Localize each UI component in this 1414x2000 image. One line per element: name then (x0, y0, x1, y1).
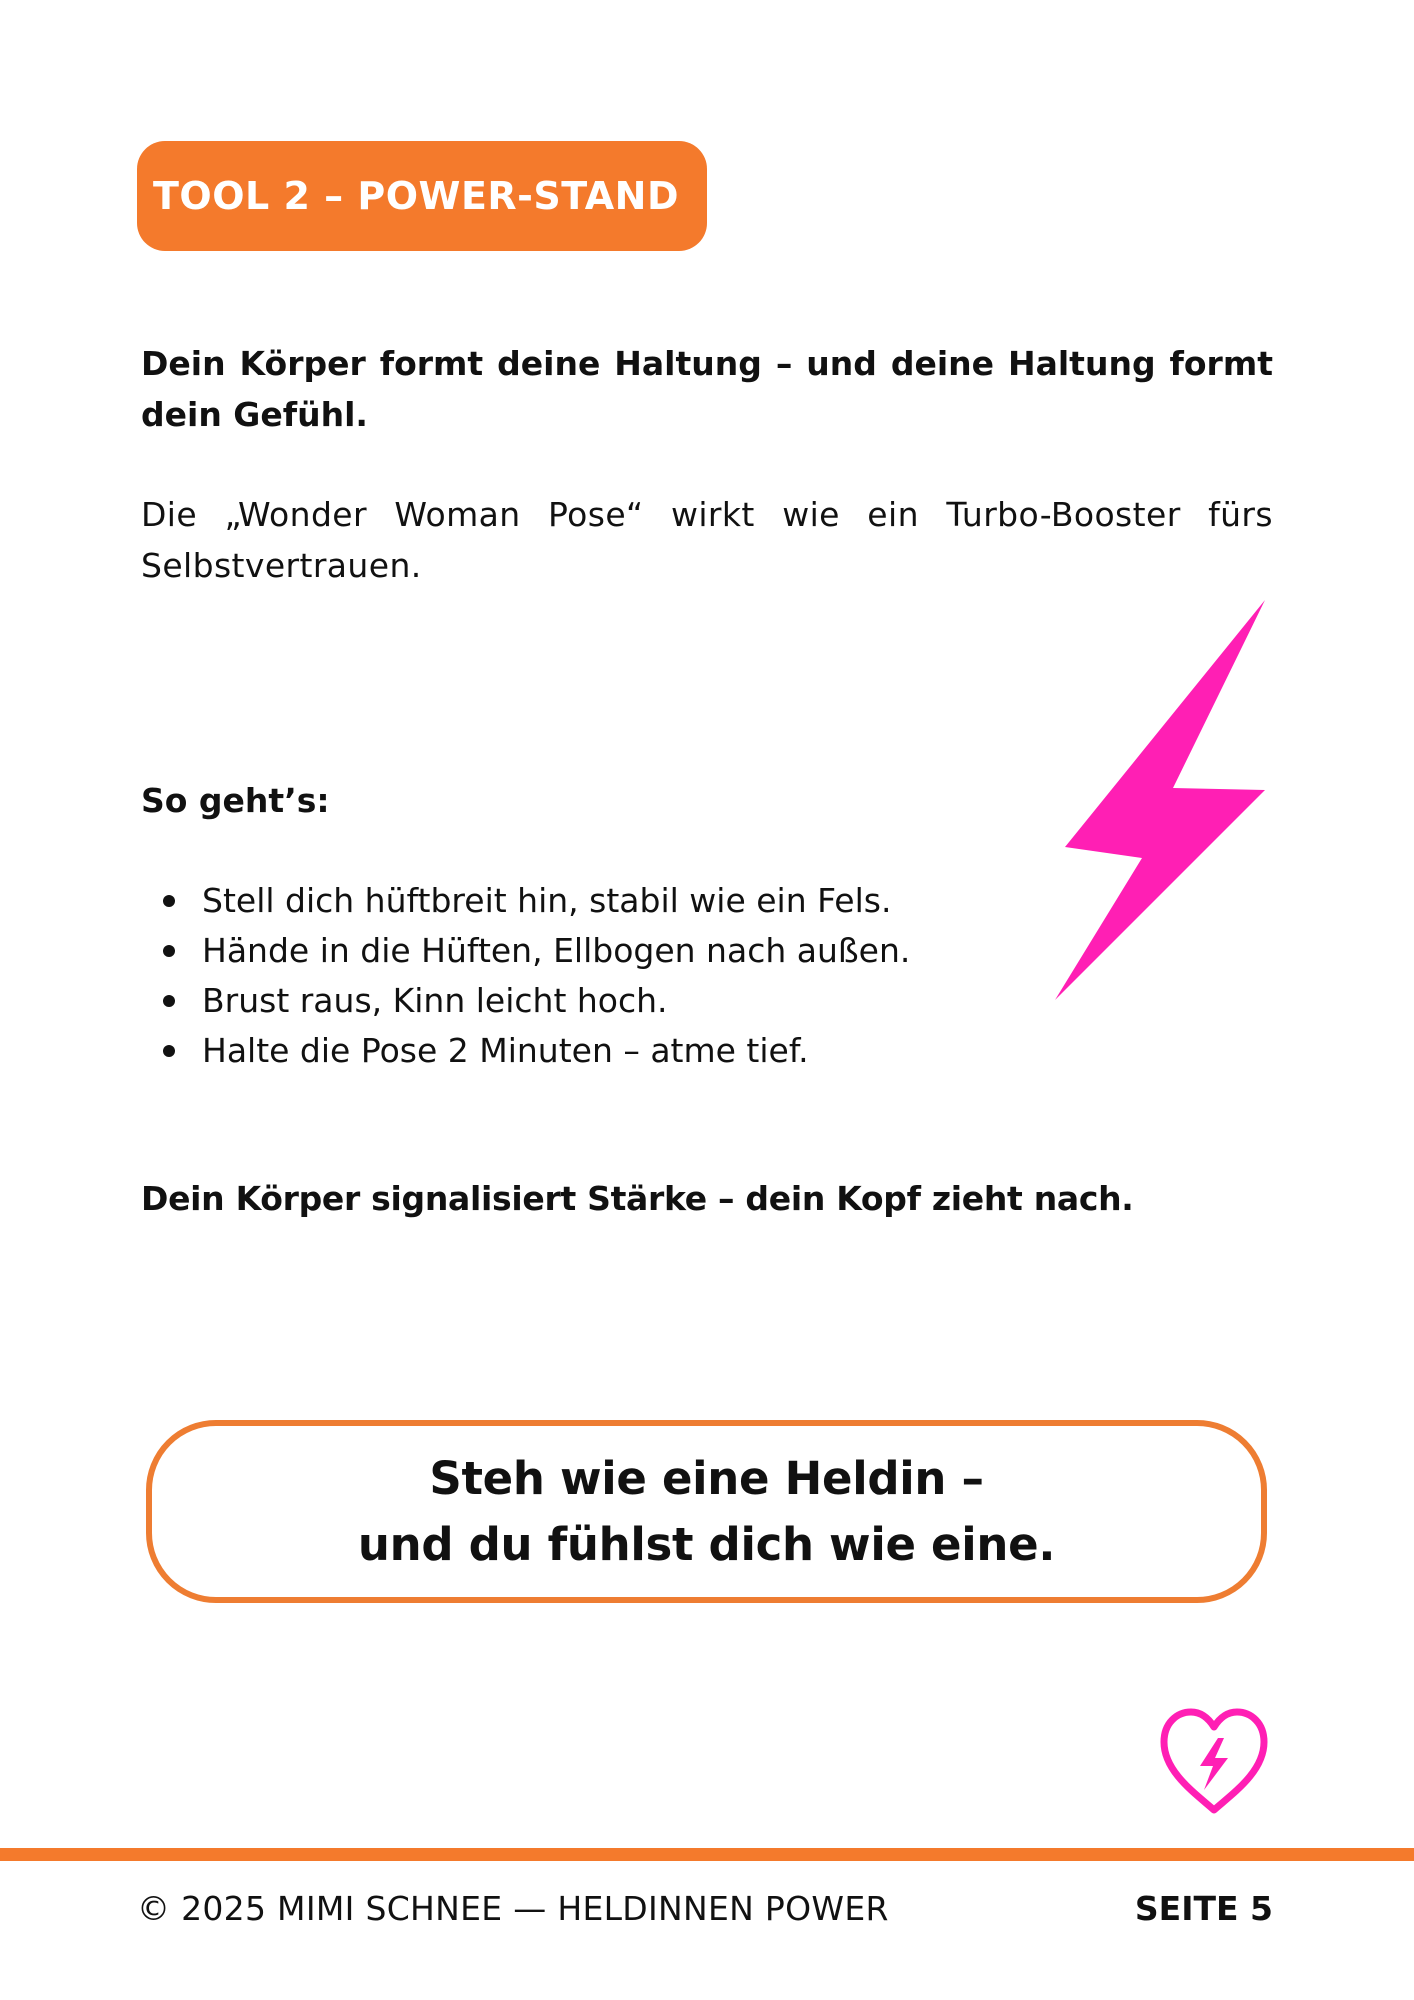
lightning-bolt-icon (1055, 600, 1275, 1000)
closing-statement: Dein Körper signalisiert Stärke – dein Kopf zieht nach. (141, 1179, 1134, 1218)
lead-statement: Dein Körper formt deine Haltung – und deine Haltung formt dein Gefühl. (141, 344, 1273, 434)
quote-line-2: und du fühlst dich wie eine. (357, 1517, 1056, 1571)
intro-paragraph: Die „Wonder Woman Pose“ wirkt wie ein Turbo-Booster fürs Selbstvertrauen. (141, 495, 1273, 585)
footer-copyright: © 2025 MIMI SCHNEE — HELDINNEN POWER (137, 1889, 889, 1928)
step-text: Hände in die Hüften, Ellbogen nach außen. (202, 931, 911, 970)
quote-box (146, 1420, 1267, 1603)
list-item (141, 876, 910, 926)
quote-line-1: Steh wie eine Heldin – (429, 1451, 984, 1505)
tool-title-badge (137, 141, 707, 251)
page-number: SEITE 5 (1134, 1889, 1273, 1928)
steps-heading: So geht’s: (141, 781, 330, 820)
list-item (141, 1026, 910, 1076)
bullet-icon (163, 895, 175, 907)
broken-heart-bolt-icon (1158, 1706, 1270, 1818)
bullet-icon (163, 995, 175, 1007)
footer-divider (0, 1848, 1414, 1861)
steps-list (141, 876, 910, 1076)
step-text: Brust raus, Kinn leicht hoch. (202, 981, 668, 1020)
tool-title: TOOL 2 – POWER-STAND (153, 174, 680, 218)
step-text: Stell dich hüftbreit hin, stabil wie ein Fels. (202, 881, 892, 920)
bullet-icon (163, 945, 175, 957)
step-text: Halte die Pose 2 Minuten – atme tief. (202, 1031, 809, 1070)
bullet-icon (163, 1045, 175, 1057)
list-item (141, 926, 910, 976)
list-item (141, 976, 910, 1026)
